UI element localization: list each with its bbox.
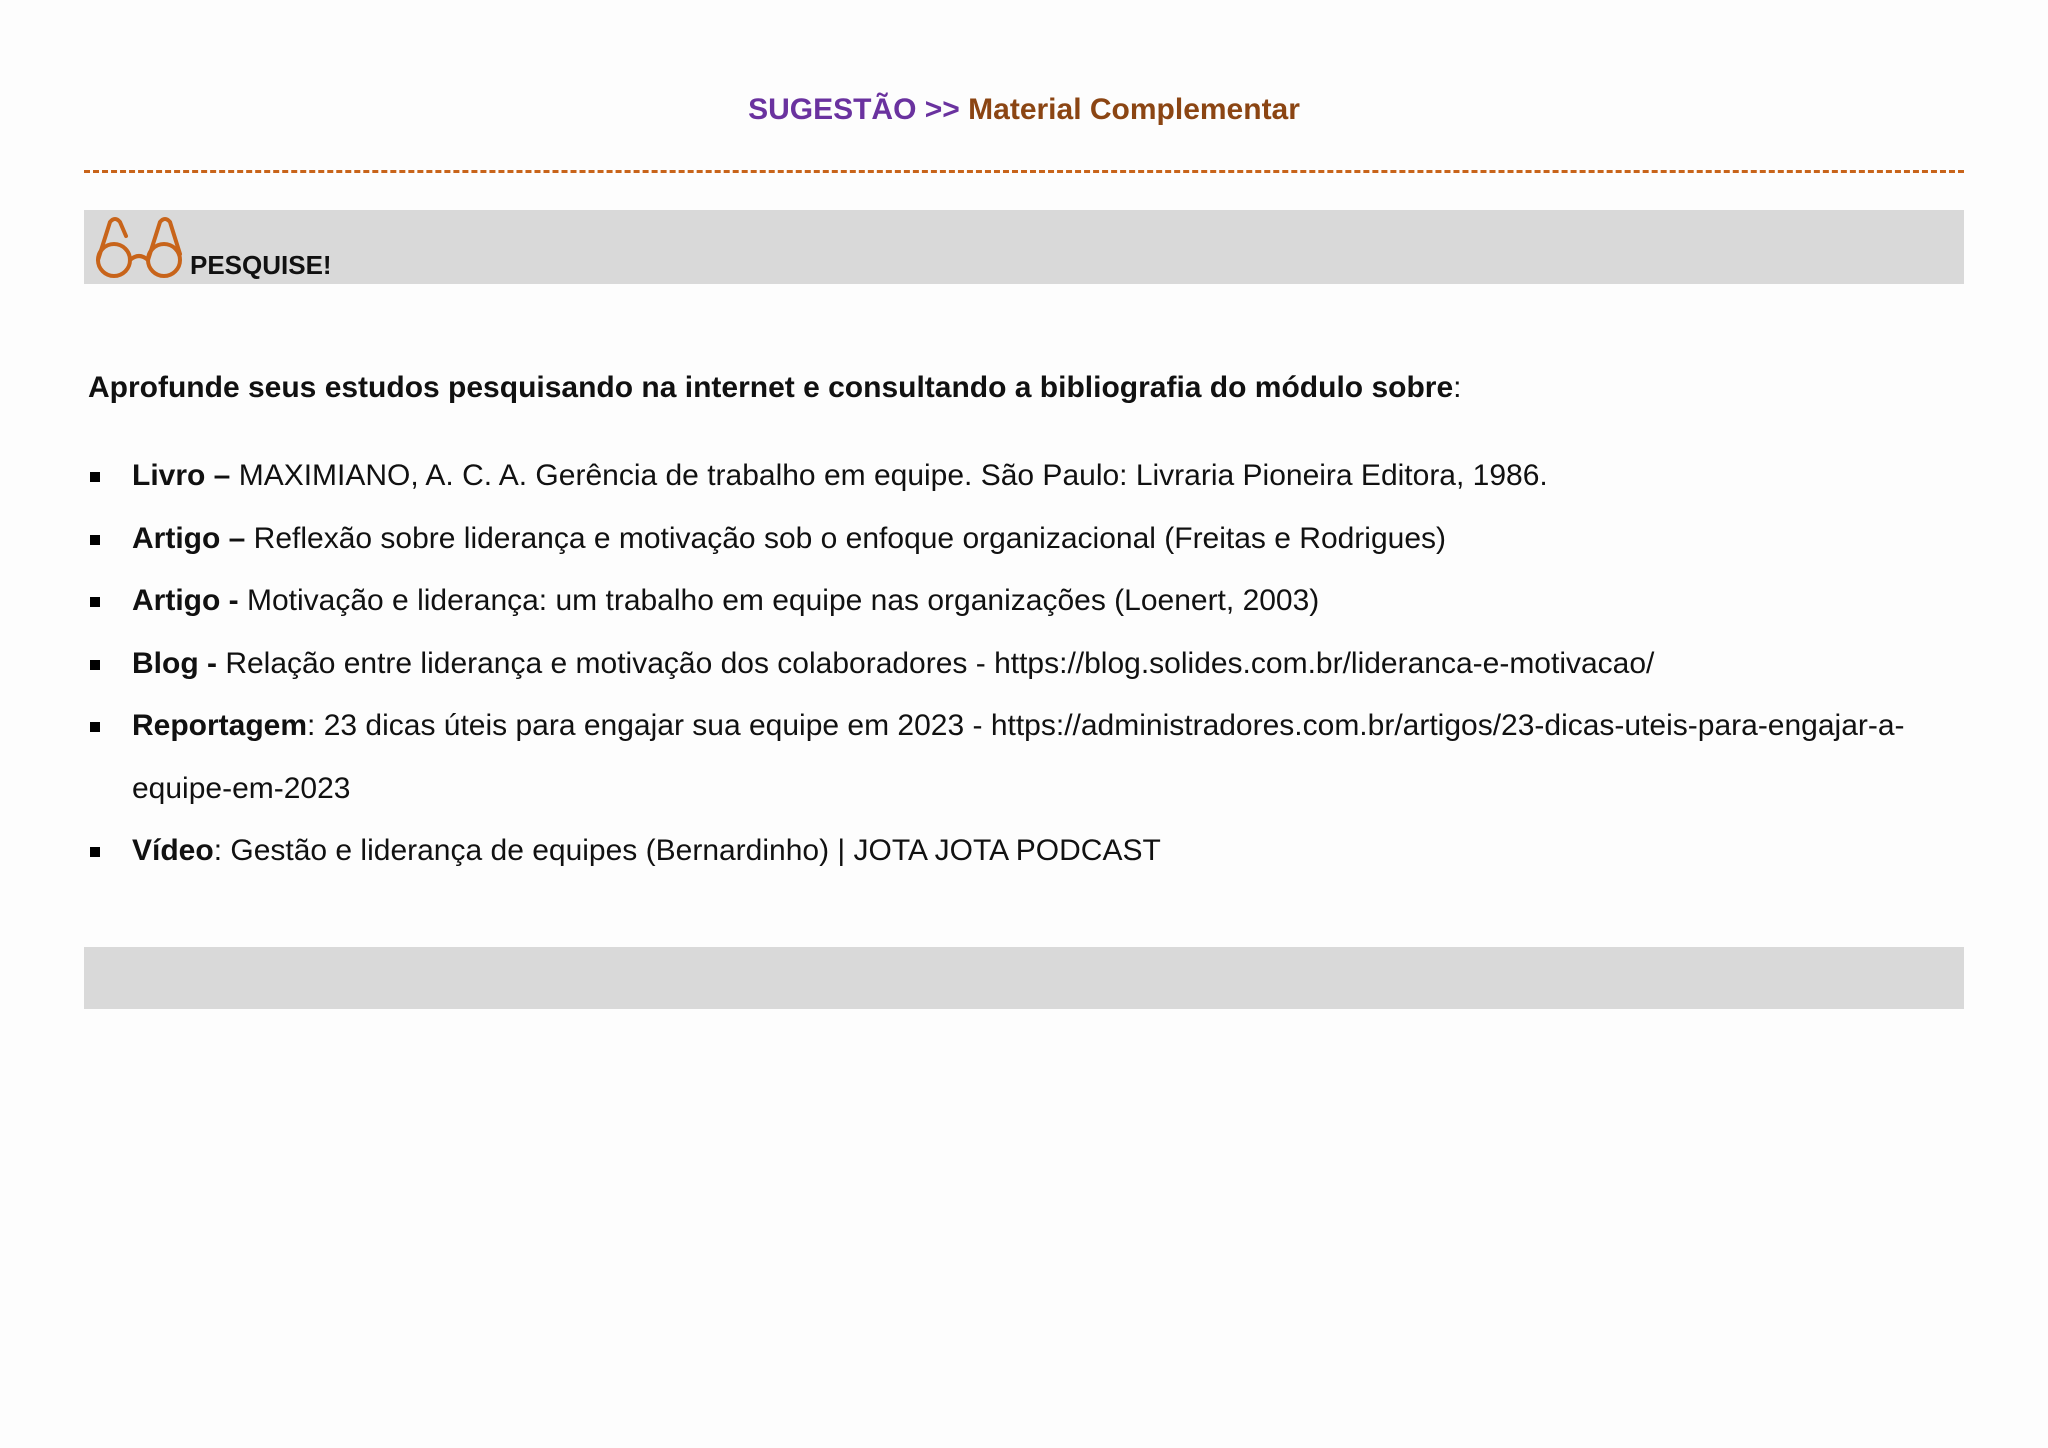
bullet-icon <box>90 722 100 732</box>
list-item <box>88 445 1968 508</box>
reference-text: Motivação e liderança: um trabalho em equipe nas organizações (Loenert, 2003) <box>246 584 1320 617</box>
intro-paragraph <box>88 368 1958 408</box>
reference-type: Reportagem <box>132 709 308 742</box>
page-title <box>0 88 2048 132</box>
intro-colon: : <box>1453 371 1462 404</box>
bullet-icon <box>90 847 100 857</box>
reference-list <box>88 445 1968 883</box>
reference-text: Relação entre liderança e motivação dos colaboradores - https://blog.solides.com.br/lideranca-e-motivacao/ <box>225 646 1655 680</box>
list-item <box>88 570 1968 633</box>
reference-text: : Gestão e liderança de equipes (Bernardinho) | JOTA JOTA PODCAST <box>213 834 1161 867</box>
bullet-icon <box>90 660 100 670</box>
title-material: Material Complementar <box>968 93 1300 126</box>
reference-type: Livro – <box>132 459 239 492</box>
title-suggestion: SUGESTÃO >> <box>748 93 969 126</box>
dashed-divider <box>84 170 1964 173</box>
reference-type: Artigo – <box>132 521 254 555</box>
reference-type: Blog - <box>132 646 226 680</box>
bullet-icon <box>90 472 100 482</box>
footer-band <box>84 947 1964 1009</box>
reference-type: Vídeo <box>132 834 214 867</box>
research-label: PESQUISE! <box>190 250 332 280</box>
bullet-icon <box>90 597 100 607</box>
list-item <box>88 820 1968 883</box>
reference-text: MAXIMIANO, A. C. A. Gerência de trabalho em equipe. São Paulo: Livraria Pioneira Editora, 1986. <box>238 459 1548 492</box>
glasses-icon <box>88 210 192 282</box>
list-item <box>88 633 1968 696</box>
list-item <box>88 508 1968 571</box>
list-item <box>88 695 1968 820</box>
research-band <box>84 210 1964 284</box>
intro-text: Aprofunde seus estudos pesquisando na internet e consultando a bibliografia do módulo sobre <box>88 371 1454 404</box>
bullet-icon <box>90 535 100 545</box>
reference-type: Artigo - <box>132 584 247 617</box>
reference-text: : 23 dicas úteis para engajar sua equipe em 2023 - https://administradores.com.br/artigos/23-dicas-uteis-para-engajar-a-equipe-em-2023 <box>132 709 1905 805</box>
reference-text: Reflexão sobre liderança e motivação sob o enfoque organizacional (Freitas e Rodrigues) <box>253 521 1447 555</box>
